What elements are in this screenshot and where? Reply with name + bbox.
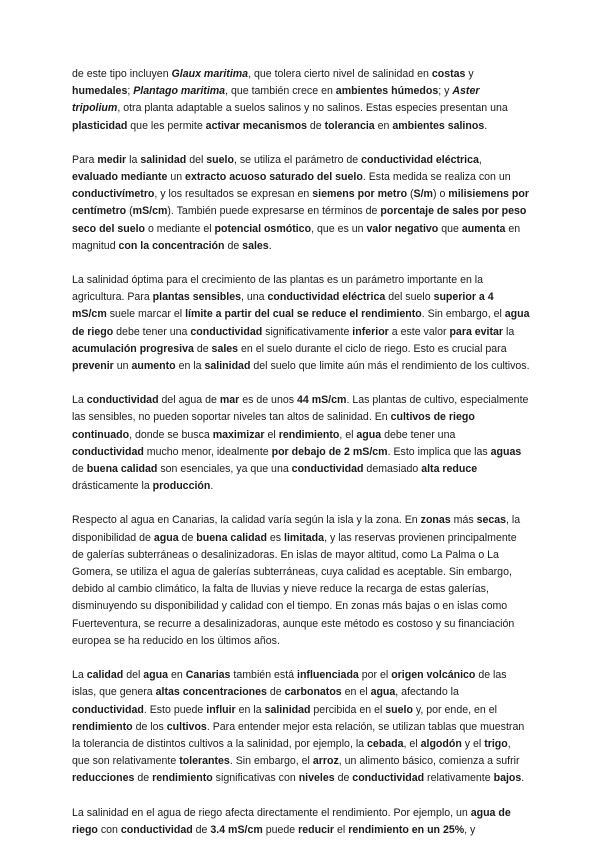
body-text: . Sin embargo, el — [229, 755, 313, 768]
bold-text: origen volcánico — [391, 669, 476, 682]
bold-text: S/m — [413, 188, 433, 201]
bold-text: valor negativo — [366, 222, 439, 235]
bold-text: siemens por metro — [312, 188, 408, 201]
bold-text: secas — [476, 514, 507, 527]
body-text: por el — [358, 669, 392, 682]
body-text: ; — [127, 85, 134, 98]
bold-text: bajos — [493, 772, 522, 785]
body-text: es — [266, 531, 285, 544]
body-text: y el — [461, 737, 485, 750]
paragraph — [72, 667, 530, 787]
bold-text: sales — [242, 239, 269, 252]
body-text: la — [503, 325, 515, 338]
body-text: y, por ende, en el — [412, 703, 497, 716]
bold-text: alta reduce — [421, 463, 478, 476]
bold-text: aumenta — [461, 222, 506, 235]
bold-text: tolerancia — [324, 119, 375, 132]
body-text: más — [450, 514, 477, 527]
body-text: o mediante el — [145, 222, 215, 235]
paragraph — [72, 392, 530, 495]
bold-text: para evitar — [449, 325, 504, 338]
paragraph — [72, 272, 530, 375]
bold-text: conductividad — [86, 394, 159, 407]
bold-text: suelo — [385, 703, 413, 716]
body-text: Respecto al agua en Canarias, la calidad varía según la isla y la zona. En — [72, 514, 421, 527]
bold-text: agua — [356, 428, 382, 441]
bold-text: cultivos de riego continuado — [72, 411, 475, 441]
body-text: de — [306, 119, 325, 132]
paragraph — [72, 805, 530, 839]
body-text: . — [521, 772, 525, 785]
bold-text: aumento — [131, 360, 176, 373]
bold-text: niveles — [298, 772, 335, 785]
body-text: , otra planta adaptable a suelos salinos y no salinos. Estas especies presentan una — [117, 102, 508, 115]
bold-text: Glaux maritima — [171, 68, 249, 80]
body-text: debe tener una — [113, 325, 191, 338]
bold-text: maximizar — [212, 428, 265, 441]
body-text: , el — [403, 737, 421, 750]
bold-text: algodón — [420, 737, 462, 750]
body-text: en la — [235, 703, 265, 716]
bold-text: rendimiento — [278, 428, 340, 441]
paragraph — [72, 66, 530, 135]
body-text: de — [266, 686, 285, 699]
bold-text: conductividad — [72, 703, 144, 716]
bold-text: mS/cm — [132, 205, 168, 218]
body-text: del — [123, 669, 144, 682]
bold-text: buena calidad — [196, 531, 267, 544]
body-text: . Sin embargo, el — [421, 308, 505, 321]
bold-text: tolerantes — [179, 755, 230, 768]
bold-text: plantas sensibles — [152, 291, 241, 304]
body-text: un — [113, 360, 132, 373]
bold-text: reducir — [298, 823, 335, 836]
bold-text: suelo — [206, 153, 234, 166]
bold-text: Canarias — [185, 669, 231, 682]
body-text: debe tener una — [381, 428, 456, 441]
bold-text: inferior — [352, 325, 389, 338]
body-text: La salinidad en el agua de riego afecta directamente el rendimiento. Por ejemplo, un — [72, 806, 471, 819]
bold-text: costas — [431, 68, 466, 80]
bold-text: salinidad — [140, 153, 187, 166]
bold-text: conductividad — [291, 463, 364, 476]
bold-text: 3.4 mS/cm — [210, 823, 263, 836]
bold-text: rendimiento — [72, 720, 133, 733]
body-text: , que también crece en — [225, 85, 336, 98]
bold-text: conductividad eléctrica — [267, 291, 386, 304]
body-text: , la disponibilidad de — [72, 514, 521, 544]
body-text: . Las plantas de cultivo, especialmente las sensibles, no pueden soportar niveles tan altos de salinidad. En — [72, 394, 529, 424]
bold-text: acumulación progresiva — [72, 342, 194, 355]
bold-text: limitada — [284, 531, 325, 544]
body-text: La — [72, 669, 87, 682]
bold-text: conductividad — [120, 823, 193, 836]
bold-text: superior a 4 mS/cm — [72, 291, 494, 321]
bold-text: agua de riego — [72, 308, 530, 338]
bold-text: milisiemens por centímetro — [72, 188, 529, 218]
body-text: , y — [464, 823, 476, 836]
bold-text: porcentaje de sales por peso seco del suelo — [72, 205, 527, 235]
bold-text: 44 mS/cm — [296, 394, 347, 407]
bold-text: arroz — [312, 755, 339, 768]
bold-text: influenciada — [297, 669, 359, 682]
bold-text: sales — [211, 342, 239, 355]
bold-text: evaluado mediante — [72, 171, 168, 184]
body-text: , que tolera cierto nivel de salinidad en — [248, 68, 432, 80]
body-text: de — [178, 531, 197, 544]
bold-text: prevenir — [72, 360, 114, 373]
body-text: con — [97, 823, 121, 836]
body-text: del suelo — [385, 291, 434, 304]
body-text: , el — [339, 428, 357, 441]
body-text: en la — [175, 360, 205, 373]
body-text: significativas con — [212, 772, 299, 785]
body-text: , que son relativamente — [72, 737, 511, 768]
body-text: ; y — [438, 85, 453, 98]
bold-text: conductivímetro — [72, 188, 155, 201]
bold-text: conductividad — [190, 325, 263, 338]
bold-text: buena calidad — [86, 463, 158, 476]
body-text: . — [484, 119, 488, 132]
bold-text: potencial osmótico — [214, 222, 312, 235]
bold-text: agua — [153, 531, 179, 544]
body-text: de — [224, 239, 243, 252]
bold-text: producción — [152, 480, 211, 493]
body-text: de — [334, 772, 353, 785]
bold-text: humedales — [72, 85, 128, 98]
body-text: de este tipo incluyen — [72, 68, 172, 80]
body-text: , una — [241, 291, 268, 304]
body-text: y — [465, 68, 474, 80]
bold-text: mar — [219, 394, 240, 407]
bold-text: Aster tripolium — [72, 85, 480, 115]
body-text: en — [374, 119, 393, 132]
body-text: percibida en el — [310, 703, 386, 716]
body-text: . Esto puede — [143, 703, 207, 716]
bold-text: agua de riego — [72, 806, 511, 836]
bold-text: salinidad — [264, 703, 311, 716]
body-text: puede — [262, 823, 299, 836]
bold-text: agua — [370, 686, 396, 699]
body-text: , afectando la — [395, 686, 459, 699]
bold-text: aguas — [490, 445, 522, 458]
body-text: un — [167, 171, 186, 184]
body-text: La salinidad óptima para el crecimiento de las plantas es un parámetro importante en la agricultura. Para — [72, 274, 484, 304]
bold-text: altas concentraciones — [155, 686, 267, 699]
body-text: del — [186, 153, 207, 166]
body-text: , que es un — [311, 222, 367, 235]
body-text: . — [210, 480, 214, 493]
bold-text: extracto acuoso saturado del suelo — [185, 171, 363, 184]
document-page — [72, 66, 530, 856]
body-text: mucho menor, idealmente — [143, 445, 272, 458]
body-text: drásticamente la — [72, 480, 153, 493]
bold-text: reducciones — [72, 772, 135, 785]
paragraph — [72, 512, 530, 650]
bold-text: ambientes salinos — [392, 119, 485, 132]
bold-text: por debajo de 2 mS/cm — [271, 445, 388, 458]
bold-text: conductividad eléctrica — [361, 153, 479, 166]
body-text: ( — [407, 188, 414, 201]
body-text: el — [264, 428, 279, 441]
body-text: a este valor — [388, 325, 450, 338]
bold-text: conductividad — [72, 445, 144, 458]
body-text: de — [72, 463, 87, 476]
body-text: de — [193, 342, 212, 355]
body-text: la — [126, 153, 141, 166]
body-text: ) o — [432, 188, 449, 201]
body-text: , un alimento básico, comienza a sufrir — [338, 755, 520, 768]
bold-text: con la concentración — [118, 239, 225, 252]
bold-text: cultivos — [166, 720, 207, 733]
bold-text: conductividad — [352, 772, 425, 785]
body-text: , se utiliza el parámetro de — [233, 153, 362, 166]
body-text: de — [192, 823, 211, 836]
body-text: . Para entender mejor esta relación, se utilizan tablas que muestran la tolerancia de distintos cultivos a la salinidad, por ejemplo, la — [72, 720, 525, 750]
bold-text: rendimiento en un 25% — [348, 823, 465, 836]
body-text: , — [478, 153, 482, 166]
body-text: de — [134, 772, 153, 785]
bold-text: salinidad — [204, 360, 251, 373]
body-text: de los — [132, 720, 167, 733]
bold-text: medir — [97, 153, 127, 166]
bold-text: límite a partir del cual se reduce el rendimiento — [185, 308, 422, 321]
body-text: Para — [72, 153, 98, 166]
bold-text: influir — [206, 703, 236, 716]
body-text: son esenciales, ya que una — [157, 463, 292, 476]
body-text: significativamente — [262, 325, 353, 338]
bold-text: zonas — [420, 514, 451, 527]
bold-text: activar mecanismos — [205, 119, 307, 132]
body-text: La — [72, 394, 87, 407]
body-text: . Esta medida se realiza con un — [362, 171, 511, 184]
body-text: en magnitud — [72, 222, 521, 252]
body-text: ( — [126, 205, 133, 218]
body-text: en — [168, 669, 186, 682]
bold-text: plasticidad — [72, 119, 128, 132]
bold-text: trigo — [484, 737, 508, 750]
body-text: que — [438, 222, 462, 235]
bold-text: rendimiento — [152, 772, 213, 785]
body-text: relativamente — [424, 772, 494, 785]
body-text: también está — [230, 669, 297, 682]
bold-text: cebada — [367, 737, 404, 750]
bold-text: calidad — [86, 669, 124, 682]
body-text: demasiado — [363, 463, 422, 476]
body-text: en el suelo durante el ciclo de riego. Esto es crucial para — [238, 342, 507, 355]
body-text: . Esto implica que las — [387, 445, 491, 458]
bold-text: ambientes húmedos — [335, 85, 439, 98]
body-text: ). También puede expresarse en términos de — [167, 205, 381, 218]
body-text: es de unos — [239, 394, 297, 407]
bold-text: Plantago maritima — [133, 85, 226, 98]
body-text: del suelo que limite aún más el rendimiento de los cultivos. — [250, 360, 530, 373]
body-text: del agua de — [158, 394, 220, 407]
paragraph — [72, 152, 530, 255]
bold-text: agua — [143, 669, 169, 682]
body-text: el — [334, 823, 349, 836]
bold-text: carbonatos — [284, 686, 342, 699]
body-text: , y las reservas provienen principalmente de galerías subterráneas o desalinizadoras. En islas de mayor altitud, como La Palma o La Gomera, se utiliza el agua de galerías subterráneas, cuya calidad es aceptable. Sin embargo, debido al cambio climático, la falta de lluvias y nieve reduce la recarga de estas galerías, disminuyendo su disponibilidad y calidad con el tiempo. En zonas más bajas o en islas como Fuerteventura, se recurre a desalinizadoras, aunque este método es costoso y su financiación europea se ha reducido en los últimos años. — [72, 531, 517, 647]
body-text: que les permite — [127, 119, 206, 132]
body-text: en el — [341, 686, 371, 699]
body-text: , y los resultados se expresan en — [154, 188, 313, 201]
body-text: de las islas, que genera — [72, 669, 507, 699]
body-text: , donde se busca — [129, 428, 213, 441]
body-text: . — [268, 239, 272, 252]
body-text: suele marcar el — [106, 308, 186, 321]
